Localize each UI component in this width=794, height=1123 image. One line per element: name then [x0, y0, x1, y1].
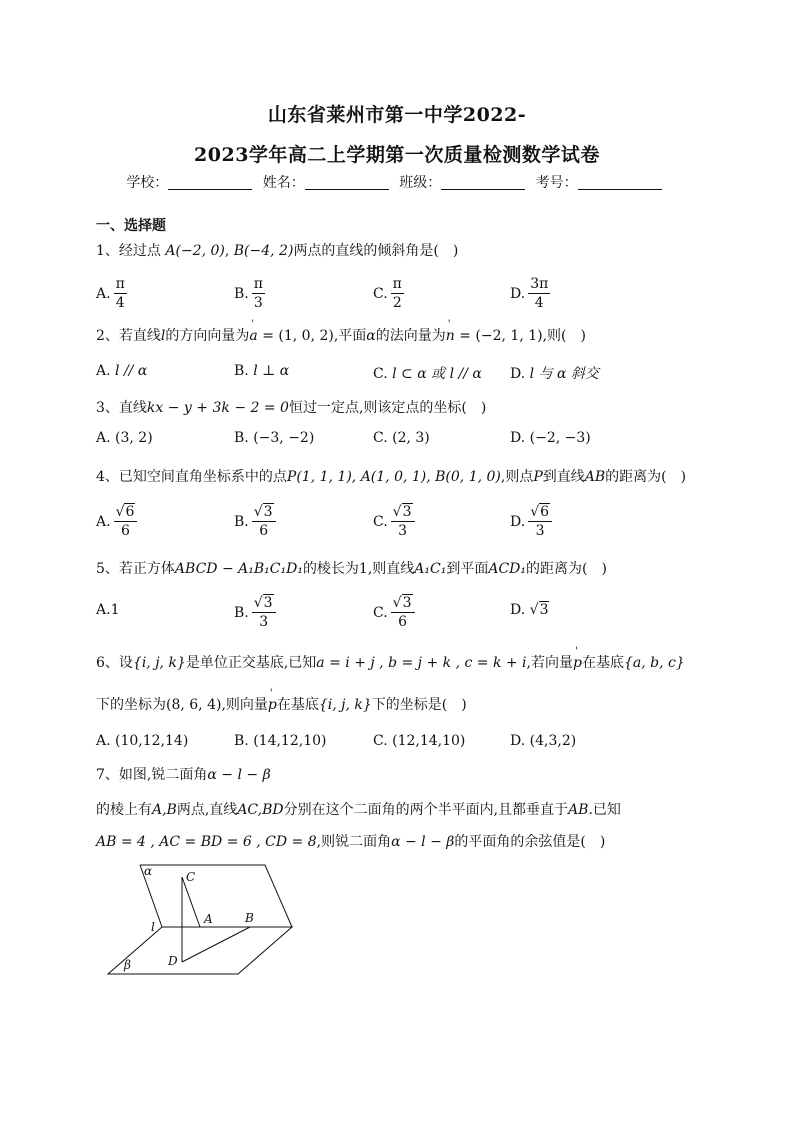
plane-alpha-outline: [140, 865, 292, 927]
vector-p-2: ' p: [268, 697, 277, 713]
plane-beta-outline: [108, 927, 292, 974]
q1-option-d[interactable]: D. $\frac{3\pi}{4}$: [510, 276, 549, 311]
label-alpha: α: [144, 864, 153, 878]
vector-p: ' p: [573, 655, 582, 671]
segment-cd-line: [182, 877, 200, 927]
q5-option-d[interactable]: D. √3: [510, 602, 549, 618]
segment-bd: [182, 927, 250, 962]
q2-option-c[interactable]: C. l ⊂ α 或 l // α: [373, 366, 482, 382]
dihedral-angle-figure: [100, 862, 300, 982]
exam-title-line2: 2023学年高二上学期第一次质量检测数学试卷: [194, 144, 600, 166]
student-info-row: [0, 172, 794, 192]
exam-number-label: 考号：: [535, 175, 578, 191]
q5-number: 5、: [96, 561, 119, 577]
q1-point-b: B(−4, 2): [233, 243, 294, 259]
question-6-line1: 6、设{i, j, k}是单位正交基底,已知a = i + j , b = j + k , c = k + i,若向量' p在基底{a, b, c}: [96, 652, 685, 672]
label-beta: β: [124, 958, 131, 972]
q5-option-a[interactable]: A.1: [96, 602, 120, 618]
q2-option-d[interactable]: D. l 与 α 斜交: [510, 366, 599, 382]
question-6-line2: 下的坐标为(8, 6, 4),则向量' p在基底{i, j, k}下的坐标是( ): [96, 694, 467, 714]
label-d: D: [168, 954, 178, 968]
q6-option-a[interactable]: A. (10,12,14): [96, 733, 189, 749]
q6-option-b[interactable]: B. (14,12,10): [234, 733, 327, 749]
section-title: 一、选择题: [96, 218, 166, 234]
q7-number: 7、: [96, 767, 119, 783]
question-2: 2、若直线l的方向向量为' a = (1, 0, 2),平面α的法向量为' n = (−2, 1, 1),则( ): [96, 325, 586, 345]
question-7-line1: 7、如图,锐二面角α − l − β: [96, 767, 271, 783]
q4-number: 4、: [96, 469, 119, 485]
q1-number: 1、: [96, 243, 119, 259]
exam-number-blank: [578, 175, 662, 190]
name-blank: [305, 175, 389, 190]
q1-option-b[interactable]: B. $\frac{\pi}{3}$: [234, 276, 263, 311]
q1-pre: 经过点: [118, 243, 161, 259]
q1-post: 两点的直线的倾斜角是( ): [293, 243, 459, 259]
q4-option-c[interactable]: C. $\frac{√3}{3}$: [373, 503, 415, 540]
school-blank: [168, 175, 252, 190]
question-5: 5、若正方体ABCD − A₁B₁C₁D₁的棱长为1,则直线A₁C₁到平面ACD₁的距离为( ): [96, 561, 607, 577]
question-3: 3、直线kx − y + 3k − 2 = 0恒过一定点,则该定点的坐标( ): [96, 400, 487, 416]
class-label: 班级：: [399, 175, 442, 191]
q1-point-a: A(−2, 0): [165, 243, 225, 259]
name-label: 姓名：: [262, 175, 305, 191]
q1-options: [96, 275, 716, 317]
q1-sep: ,: [224, 243, 230, 259]
q4-option-d[interactable]: D. $\frac{√6}{3}$: [510, 503, 552, 540]
q2-option-b[interactable]: B. l ⊥ α: [234, 363, 290, 379]
exam-title-line1: 山东省莱州市第一中学2022-: [267, 104, 527, 126]
school-label: 学校：: [126, 175, 169, 191]
q5-option-c[interactable]: C. $\frac{√3}{6}$: [373, 594, 415, 631]
vector-n: ' n: [446, 328, 455, 344]
q3-option-d[interactable]: D. (−2, −3): [510, 430, 591, 446]
question-7-line2: 的棱上有A,B两点,直线AC,BD分别在这个二面角的两个半平面内,且都垂直于AB.已知: [96, 802, 621, 818]
q4-option-a[interactable]: A. $\frac{√6}{6}$: [96, 503, 137, 540]
q5-options: [96, 594, 716, 636]
class-blank: [441, 175, 525, 190]
dihedral-angle-svg: [100, 862, 300, 982]
label-l: l: [151, 920, 155, 934]
q2-option-a[interactable]: A. l // α: [96, 363, 148, 379]
q3-option-b[interactable]: B. (−3, −2): [234, 430, 315, 446]
q2-number: 2、: [96, 328, 119, 344]
q1-option-a[interactable]: A. $\frac{\pi}{4}$: [96, 276, 125, 311]
vector-a: ' a: [249, 328, 257, 344]
q6-number: 6、: [96, 655, 119, 671]
q6-option-c[interactable]: C. (12,14,10): [373, 733, 466, 749]
question-7-line3: AB = 4 , AC = BD = 6 , CD = 8,则锐二面角α − l − β的平面角的余弦值是( ): [96, 834, 606, 850]
label-a: A: [204, 912, 213, 926]
question-1: [96, 240, 458, 260]
q6-option-d[interactable]: D. (4,3,2): [510, 733, 577, 749]
q3-option-c[interactable]: C. (2, 3): [373, 430, 430, 446]
q1-option-c[interactable]: C. $\frac{\pi}{2}$: [373, 276, 402, 311]
label-b: B: [245, 911, 254, 925]
q5-option-b[interactable]: B. $\frac{√3}{3}$: [234, 594, 276, 631]
q3-number: 3、: [96, 400, 119, 416]
question-4: 4、已知空间直角坐标系中的点P(1, 1, 1), A(1, 0, 1), B(0, 1, 0),则点P到直线AB的距离为( ): [96, 469, 687, 485]
label-c: C: [186, 870, 196, 884]
q4-option-b[interactable]: B. $\frac{√3}{6}$: [234, 503, 276, 540]
q4-options: [96, 503, 716, 545]
q3-option-a[interactable]: A. (3, 2): [96, 430, 153, 446]
